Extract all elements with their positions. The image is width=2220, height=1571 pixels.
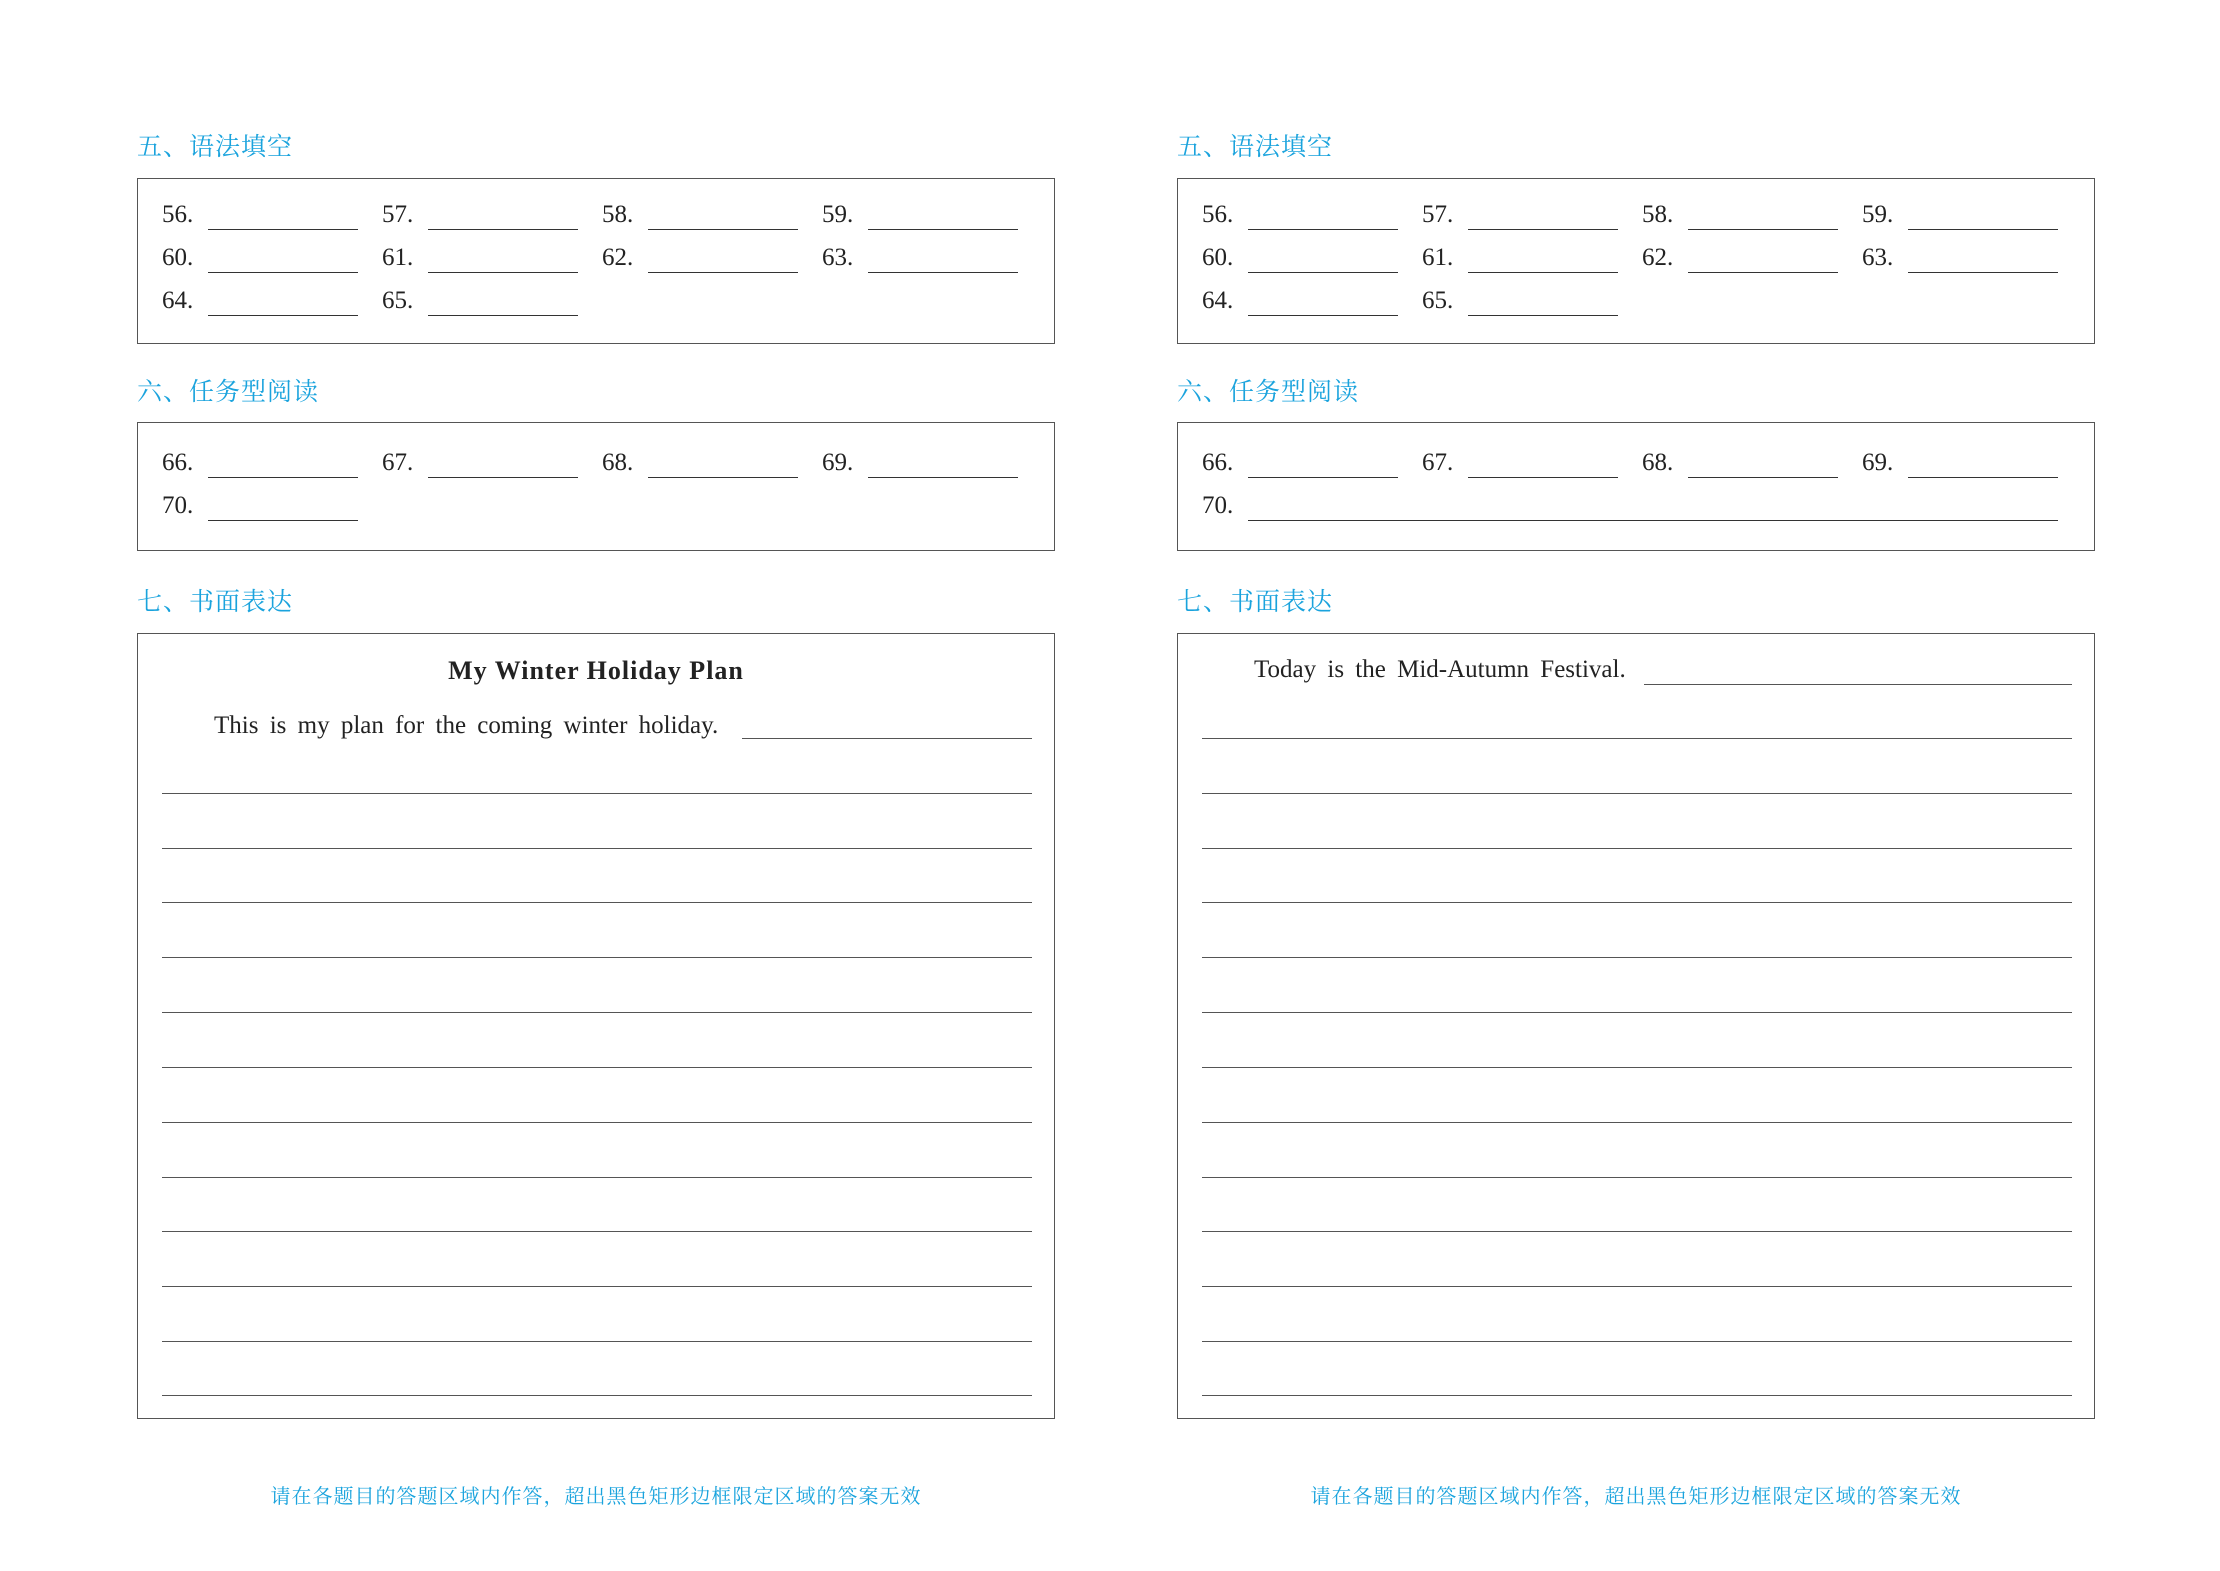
task-reading-section-title: 六、任务型阅读: [1177, 377, 1360, 406]
essay-title: My Winter Holiday Plan: [448, 656, 744, 685]
question-number: 59.: [1862, 201, 1894, 228]
answer-blank[interactable]: [1248, 229, 1398, 230]
answer-blank[interactable]: [868, 229, 1018, 230]
writing-line[interactable]: [162, 1395, 1032, 1396]
question-number: 70.: [1202, 492, 1234, 519]
grammar-answer-box: [1177, 178, 2095, 344]
question-number: 62.: [602, 244, 634, 271]
writing-section-title: 七、书面表达: [1177, 587, 1334, 616]
writing-line[interactable]: [162, 1341, 1032, 1342]
answer-blank-long[interactable]: [1248, 520, 2058, 521]
writing-line[interactable]: [162, 1122, 1032, 1123]
answer-blank[interactable]: [208, 315, 358, 316]
answer-area-notice: 请在各题目的答题区域内作答，超出黑色矩形边框限定区域的答案无效: [270, 1484, 922, 1508]
answer-blank[interactable]: [428, 272, 578, 273]
right-answer-page: [1040, 0, 2150, 1571]
question-number: 63.: [1862, 244, 1894, 271]
answer-blank[interactable]: [868, 477, 1018, 478]
writing-line[interactable]: [1202, 1012, 2072, 1013]
question-number: 65.: [1422, 287, 1454, 314]
writing-line[interactable]: [1202, 1231, 2072, 1232]
answer-area-notice: 请在各题目的答题区域内作答，超出黑色矩形边框限定区域的答案无效: [1310, 1484, 1962, 1508]
question-number: 61.: [382, 244, 414, 271]
question-number: 58.: [1642, 201, 1674, 228]
writing-line[interactable]: [1202, 957, 2072, 958]
question-number: 70.: [162, 492, 194, 519]
answer-blank[interactable]: [1468, 315, 1618, 316]
question-number: 66.: [1202, 449, 1234, 476]
answer-blank[interactable]: [208, 272, 358, 273]
writing-line[interactable]: [162, 1012, 1032, 1013]
question-number: 59.: [822, 201, 854, 228]
writing-section-title: 七、书面表达: [137, 587, 294, 616]
writing-line[interactable]: [1644, 684, 2072, 685]
question-number: 64.: [1202, 287, 1234, 314]
writing-line[interactable]: [1202, 1395, 2072, 1396]
answer-blank[interactable]: [1468, 229, 1618, 230]
question-number: 56.: [1202, 201, 1234, 228]
question-number: 64.: [162, 287, 194, 314]
answer-blank[interactable]: [1248, 477, 1398, 478]
writing-line[interactable]: [1202, 902, 2072, 903]
question-number: 68.: [1642, 449, 1674, 476]
writing-line[interactable]: [162, 1067, 1032, 1068]
grammar-section-title: 五、语法填空: [1177, 132, 1334, 161]
answer-blank[interactable]: [1468, 477, 1618, 478]
question-number: 69.: [1862, 449, 1894, 476]
answer-blank[interactable]: [1688, 477, 1838, 478]
writing-line[interactable]: [1202, 738, 2072, 739]
question-number: 69.: [822, 449, 854, 476]
question-number: 63.: [822, 244, 854, 271]
answer-blank[interactable]: [1248, 315, 1398, 316]
answer-blank[interactable]: [208, 477, 358, 478]
answer-item-70: [1202, 486, 2062, 526]
task-reading-answer-box: [1177, 422, 2095, 551]
writing-line[interactable]: [1202, 848, 2072, 849]
essay-lead-sentence: This is my plan for the coming winter holiday.: [214, 712, 719, 739]
writing-line[interactable]: [162, 1286, 1032, 1287]
answer-blank[interactable]: [428, 315, 578, 316]
answer-blank[interactable]: [208, 229, 358, 230]
grammar-answer-box: [137, 178, 1055, 344]
writing-line[interactable]: [1202, 793, 2072, 794]
question-number: 68.: [602, 449, 634, 476]
writing-line[interactable]: [162, 1231, 1032, 1232]
answer-blank[interactable]: [868, 272, 1018, 273]
answer-blank[interactable]: [1468, 272, 1618, 273]
writing-line[interactable]: [162, 848, 1032, 849]
writing-line[interactable]: [1202, 1122, 2072, 1123]
question-number: 57.: [1422, 201, 1454, 228]
question-number: 60.: [1202, 244, 1234, 271]
answer-blank[interactable]: [1908, 229, 2058, 230]
answer-blank[interactable]: [648, 272, 798, 273]
essay-lead-sentence: Today is the Mid-Autumn Festival.: [1254, 656, 1626, 683]
question-number: 56.: [162, 201, 194, 228]
answer-blank[interactable]: [1688, 229, 1838, 230]
question-number: 65.: [382, 287, 414, 314]
answer-blank[interactable]: [1908, 272, 2058, 273]
question-number: 57.: [382, 201, 414, 228]
writing-line[interactable]: [742, 738, 1032, 739]
question-number: 66.: [162, 449, 194, 476]
answer-blank[interactable]: [428, 229, 578, 230]
writing-answer-box: [1177, 633, 2095, 1419]
writing-line[interactable]: [162, 957, 1032, 958]
answer-blank[interactable]: [428, 477, 578, 478]
question-number: 60.: [162, 244, 194, 271]
writing-line[interactable]: [162, 793, 1032, 794]
question-number: 67.: [1422, 449, 1454, 476]
answer-blank[interactable]: [648, 477, 798, 478]
answer-blank[interactable]: [1908, 477, 2058, 478]
question-number: 58.: [602, 201, 634, 228]
writing-line[interactable]: [1202, 1177, 2072, 1178]
writing-answer-box: [137, 633, 1055, 1419]
writing-line[interactable]: [1202, 1286, 2072, 1287]
writing-line[interactable]: [162, 1177, 1032, 1178]
answer-blank[interactable]: [208, 520, 358, 521]
task-reading-section-title: 六、任务型阅读: [137, 377, 320, 406]
writing-line[interactable]: [1202, 1067, 2072, 1068]
writing-line[interactable]: [1202, 1341, 2072, 1342]
question-number: 61.: [1422, 244, 1454, 271]
writing-line[interactable]: [162, 902, 1032, 903]
task-reading-answer-box: [137, 422, 1055, 551]
answer-blank[interactable]: [648, 229, 798, 230]
question-number: 62.: [1642, 244, 1674, 271]
answer-blank[interactable]: [1688, 272, 1838, 273]
grammar-section-title: 五、语法填空: [137, 132, 294, 161]
answer-blank[interactable]: [1248, 272, 1398, 273]
question-number: 67.: [382, 449, 414, 476]
